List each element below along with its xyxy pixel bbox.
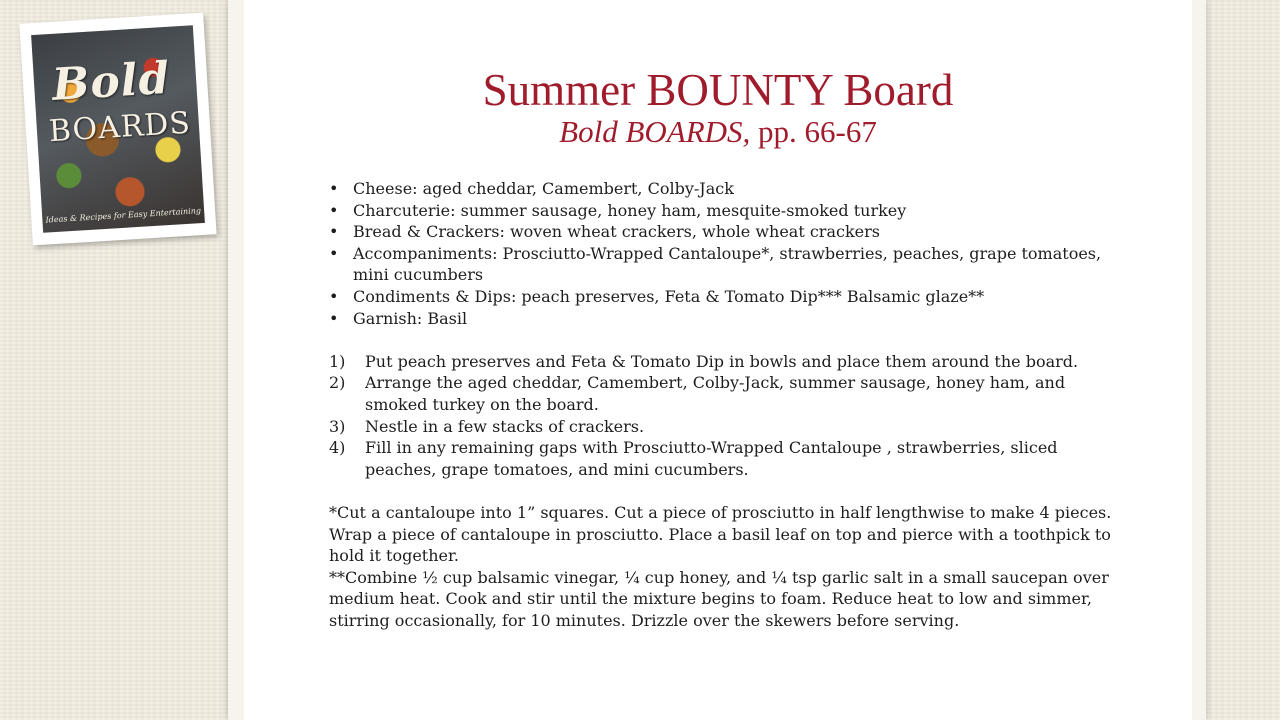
ingredient-list xyxy=(329,178,1119,329)
page-title: Summer BOUNTY Board xyxy=(482,65,954,115)
step-item xyxy=(329,351,1119,373)
step-item xyxy=(329,372,1119,415)
subtitle-book: Bold BOARDS, xyxy=(559,114,751,149)
footnote-cantaloupe: *Cut a cantaloupe into 1” squares. Cut a piece of prosciutto in half lengthwise to make 4 pieces. Wrap a piece of cantaloupe in prosciutto. Place a basil leaf on top and pierce with a toothpick to hold it together. xyxy=(329,502,1112,566)
book-cover-image xyxy=(31,25,205,233)
step-item xyxy=(329,437,1119,480)
step-list xyxy=(329,351,1119,481)
step-text: Fill in any remaining gaps with Prosciutto-Wrapped Cantaloupe , strawberries, sliced peaches, grape tomatoes, and mini cucumbers. xyxy=(365,438,1058,479)
step-number: 3) xyxy=(329,416,346,436)
footnote-balsamic: **Combine ½ cup balsamic vinegar, ¼ cup honey, and ¼ tsp garlic salt in a small saucepan over medium heat. Cook and stir until the mixture begins to foam. Reduce heat to low and simmer, stirring occasionally, for 10 minutes. Drizzle over the skewers before serving. xyxy=(329,567,1109,630)
ingredient-item: • Accompaniments: Prosciutto-Wrapped Cantaloupe*, strawberries, peaches, grape tomatoes, mini cucumbers xyxy=(329,243,1119,286)
step-item xyxy=(329,416,1119,438)
page-subtitle xyxy=(244,114,1192,150)
subtitle-pages: pp. 66-67 xyxy=(750,114,877,149)
step-text: Arrange the aged cheddar, Camembert, Colby-Jack, summer sausage, honey ham, and smoked turkey on the board. xyxy=(365,373,1066,414)
ingredient-item: • Condiments & Dips: peach preserves, Feta & Tomato Dip*** Balsamic glaze** xyxy=(329,286,1119,308)
ingredient-item: • Cheese: aged cheddar, Camembert, Colby-Jack xyxy=(329,178,1119,200)
ingredient-item: • Bread & Crackers: woven wheat crackers, whole wheat crackers xyxy=(329,221,1119,243)
cover-title-bold: Bold xyxy=(50,52,172,111)
recipe-body xyxy=(329,178,1119,631)
cover-title-boards: BOARDS xyxy=(47,105,192,150)
step-text: Nestle in a few stacks of crackers. xyxy=(365,416,645,436)
step-number: 1) xyxy=(329,351,346,371)
step-text: Put peach preserves and Feta & Tomato Dip in bowls and place them around the board. xyxy=(365,351,1079,371)
book-cover-photo xyxy=(19,13,216,246)
ingredient-item: • Charcuterie: summer sausage, honey ham, mesquite-smoked turkey xyxy=(329,200,1119,222)
step-number: 4) xyxy=(329,438,346,458)
cover-tagline: Ideas & Recipes for Easy Entertaining xyxy=(45,206,202,225)
ingredient-item: • Garnish: Basil xyxy=(329,308,1119,330)
step-number: 2) xyxy=(329,373,346,393)
